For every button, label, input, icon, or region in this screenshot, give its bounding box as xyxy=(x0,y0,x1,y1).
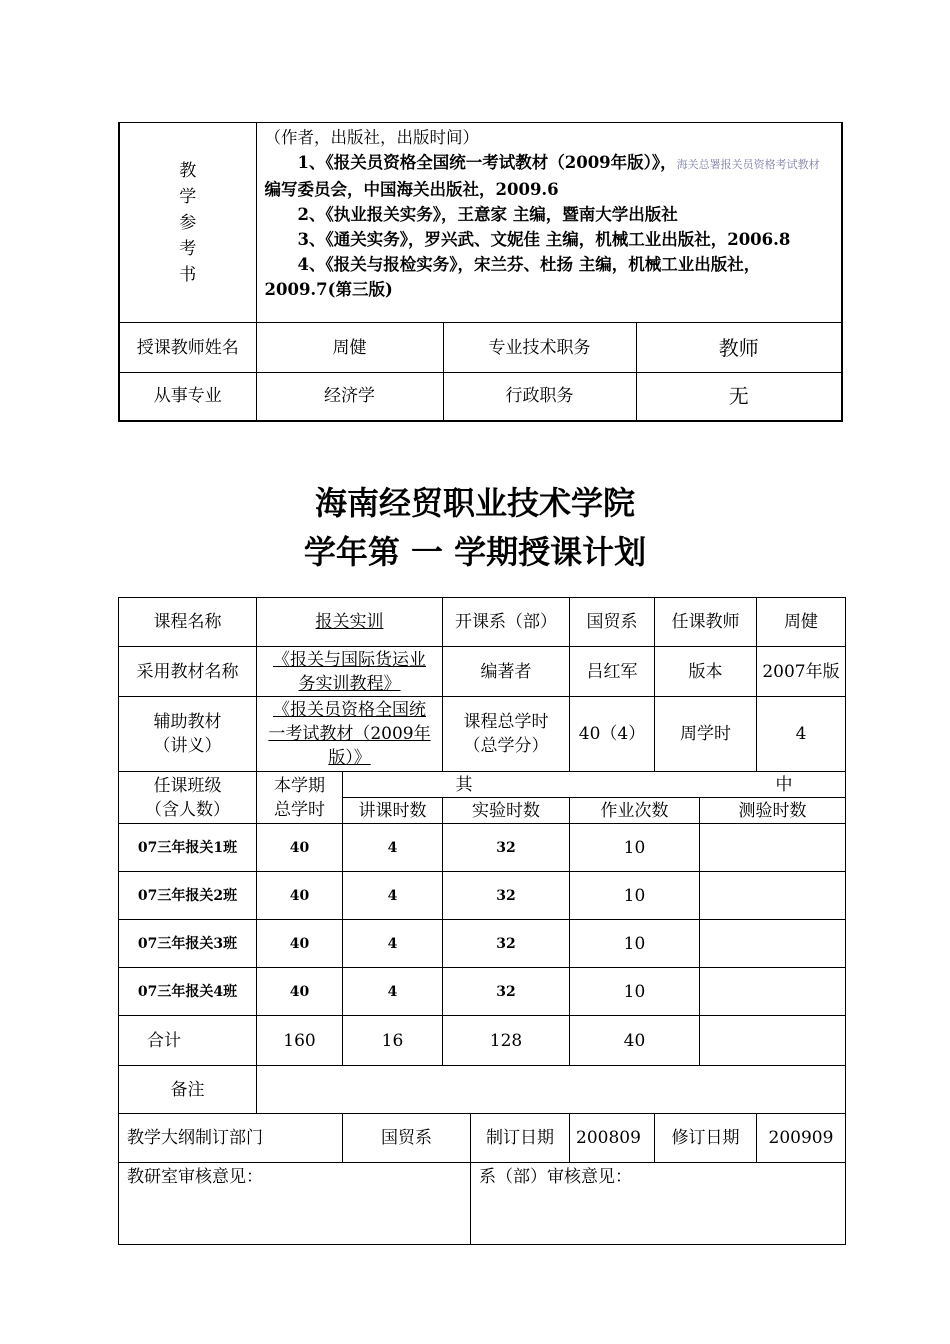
page-title: 海南经贸职业技术学院 xyxy=(314,484,635,522)
syllabus-dept: 国贸系 xyxy=(343,1114,471,1163)
reference-table xyxy=(118,122,843,422)
course-name: 报关实训 xyxy=(315,612,384,632)
table-row: 07三年报关2班 40 4 32 10 xyxy=(119,872,846,920)
total-hours-label: 课程总学时 （总学分） xyxy=(443,697,570,772)
book-3: 3、《通关实务》，罗兴武、文妮佳 主编，机械工业出版社，2006.8 xyxy=(297,230,791,249)
course-label: 课程名称 xyxy=(119,598,257,647)
editor-label: 编著者 xyxy=(443,647,570,697)
book-1-tail: 编写委员会，中国海关出版社，2009.6 xyxy=(264,180,559,199)
aux-textbook: 《报关员资格全国统一考试教材（2009年版）》 xyxy=(268,700,431,768)
semester-hours-label: 本学期 总学时 xyxy=(257,772,343,824)
page-subtitle: 学年第 一 学期授课计划 xyxy=(303,533,647,571)
book-2: 2、《执业报关实务》，王意家 主编，暨南大学出版社 xyxy=(297,205,678,224)
editor-value: 吕红军 xyxy=(570,647,655,697)
qizhong-header: 其 中 xyxy=(343,772,846,798)
teacher-name-label: 授课教师姓名 xyxy=(119,323,256,373)
book-4: 4、《报关与报检实务》，宋兰芬、杜扬 主编，机械工业出版社，2009.7(第三版) xyxy=(264,255,761,299)
book-1-note: 海关总署报关员资格考试教材 xyxy=(676,158,820,171)
total-hours-value: 40（4） xyxy=(570,697,655,772)
book-1: 1、《报关员资格全国统一考试教材（2009年版）》， xyxy=(297,153,677,172)
dept-label: 开课系（部） xyxy=(443,598,570,647)
remark-label: 备注 xyxy=(119,1066,257,1114)
table-row: 07三年报关3班 40 4 32 10 xyxy=(119,920,846,968)
admin-value: 无 xyxy=(636,373,842,421)
made-date: 200809 xyxy=(570,1114,655,1163)
total-row: 合计 160 16 128 40 xyxy=(119,1016,846,1066)
title-value: 教师 xyxy=(636,323,842,373)
plan-table xyxy=(118,597,846,1245)
review-office: 教研室审核意见： xyxy=(119,1163,471,1245)
admin-label: 行政职务 xyxy=(443,373,636,421)
major-value: 经济学 xyxy=(256,373,443,421)
teacher-value: 周健 xyxy=(757,598,846,647)
review-dept: 系（部）审核意见： xyxy=(471,1163,846,1245)
teacher-label: 任课教师 xyxy=(655,598,757,647)
made-date-label: 制订日期 xyxy=(471,1114,570,1163)
weekly-value: 4 xyxy=(757,697,846,772)
header-lab: 实验时数 xyxy=(443,798,570,824)
ref-books xyxy=(256,123,842,323)
revised-date-label: 修订日期 xyxy=(655,1114,757,1163)
class-label: 任课班级 （含人数） xyxy=(119,772,257,824)
aux-label: 辅助教材 （讲义） xyxy=(119,697,257,772)
major-label: 从事专业 xyxy=(119,373,256,421)
dept-value: 国贸系 xyxy=(570,598,655,647)
ref-header: （作者，出版社，出版时间） xyxy=(264,128,479,147)
textbook-label: 采用教材名称 xyxy=(119,647,257,697)
ref-label: 教 学 参 考 书 xyxy=(119,123,256,323)
edition-value: 2007年版 xyxy=(757,647,846,697)
revised-date: 200909 xyxy=(757,1114,846,1163)
header-homework: 作业次数 xyxy=(570,798,700,824)
syllabus-label: 教学大纲制订部门 xyxy=(119,1114,343,1163)
table-row: 07三年报关4班 40 4 32 10 xyxy=(119,968,846,1016)
teacher-name: 周健 xyxy=(256,323,443,373)
textbook-name: 《报关与国际货运业务实训教程》 xyxy=(273,649,426,694)
header-test: 测验时数 xyxy=(700,798,846,824)
title-label: 专业技术职务 xyxy=(443,323,636,373)
table-row: 07三年报关1班 40 4 32 10 xyxy=(119,824,846,872)
edition-label: 版本 xyxy=(655,647,757,697)
header-lecture: 讲课时数 xyxy=(343,798,443,824)
remark-value xyxy=(257,1066,846,1114)
weekly-label: 周学时 xyxy=(655,697,757,772)
